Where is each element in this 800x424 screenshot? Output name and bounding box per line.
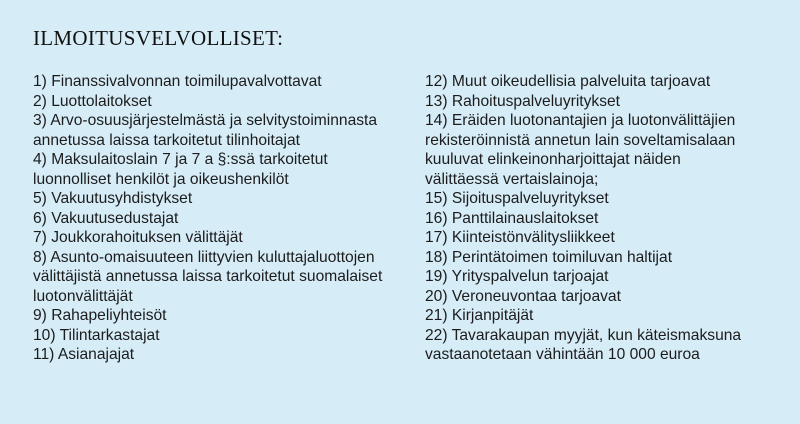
right-column-list	[425, 72, 775, 365]
panel-title: ILMOITUSVELVOLLISET:	[33, 26, 284, 50]
list-item: 17) Kiinteistönvälitysliikkeet	[425, 229, 615, 246]
list-item: 14) Eräiden luotonantajien ja luotonvälittäjien rekisteröinnistä annetun lain soveltamisalaan kuuluvat elinkeinonharjoittajat näiden välittäessä vertaislainoja;	[425, 112, 736, 188]
list-item: 12) Muut oikeudellisia palveluita tarjoavat	[425, 73, 711, 90]
list-item: 8) Asunto-omaisuuteen liittyvien kuluttajaluottojen välittäjistä annetussa laissa tarkoitetut suomalaiset luotonvälittäjät	[33, 248, 383, 305]
list-item: 16) Panttilainauslaitokset	[425, 209, 599, 227]
list-item: 5) Vakuutusyhdistykset	[33, 190, 193, 207]
list-item: 11) Asianajajat	[33, 346, 135, 363]
list-item: 7) Joukkorahoituksen välittäjät	[33, 229, 243, 246]
list-item: 2) Luottolaitokset	[33, 92, 152, 110]
list-item: 15) Sijoituspalveluyritykset	[425, 190, 609, 207]
list-item: 18) Perintätoimen toimiluvan haltijat	[425, 248, 673, 266]
list-item: 3) Arvo-osuusjärjestelmästä ja selvitystoiminnasta annetussa laissa tarkoitetut tilinhoitajat	[33, 112, 378, 149]
list-item: 4) Maksulaitoslain 7 ja 7 a §:ssä tarkoitetut luonnolliset henkilöt ja oikeushenkilöt	[33, 151, 328, 188]
list-item: 22) Tavarakaupan myyjät, kun käteismaksuna vastaanotetaan vähintään 10 000 euroa	[425, 326, 742, 363]
list-item: 20) Veroneuvontaa tarjoavat	[425, 287, 621, 305]
list-item: 1) Finanssivalvonnan toimilupavalvottavat	[33, 73, 322, 90]
list-item: 19) Yrityspalvelun tarjoajat	[425, 268, 609, 285]
list-item: 6) Vakuutusedustajat	[33, 209, 179, 227]
list-item: 9) Rahapeliyhteisöt	[33, 307, 167, 324]
list-item: 21) Kirjanpitäjät	[425, 307, 534, 324]
left-column-list	[33, 72, 408, 365]
list-item: 13) Rahoituspalveluyritykset	[425, 92, 621, 110]
list-item: 10) Tilintarkastajat	[33, 326, 160, 344]
